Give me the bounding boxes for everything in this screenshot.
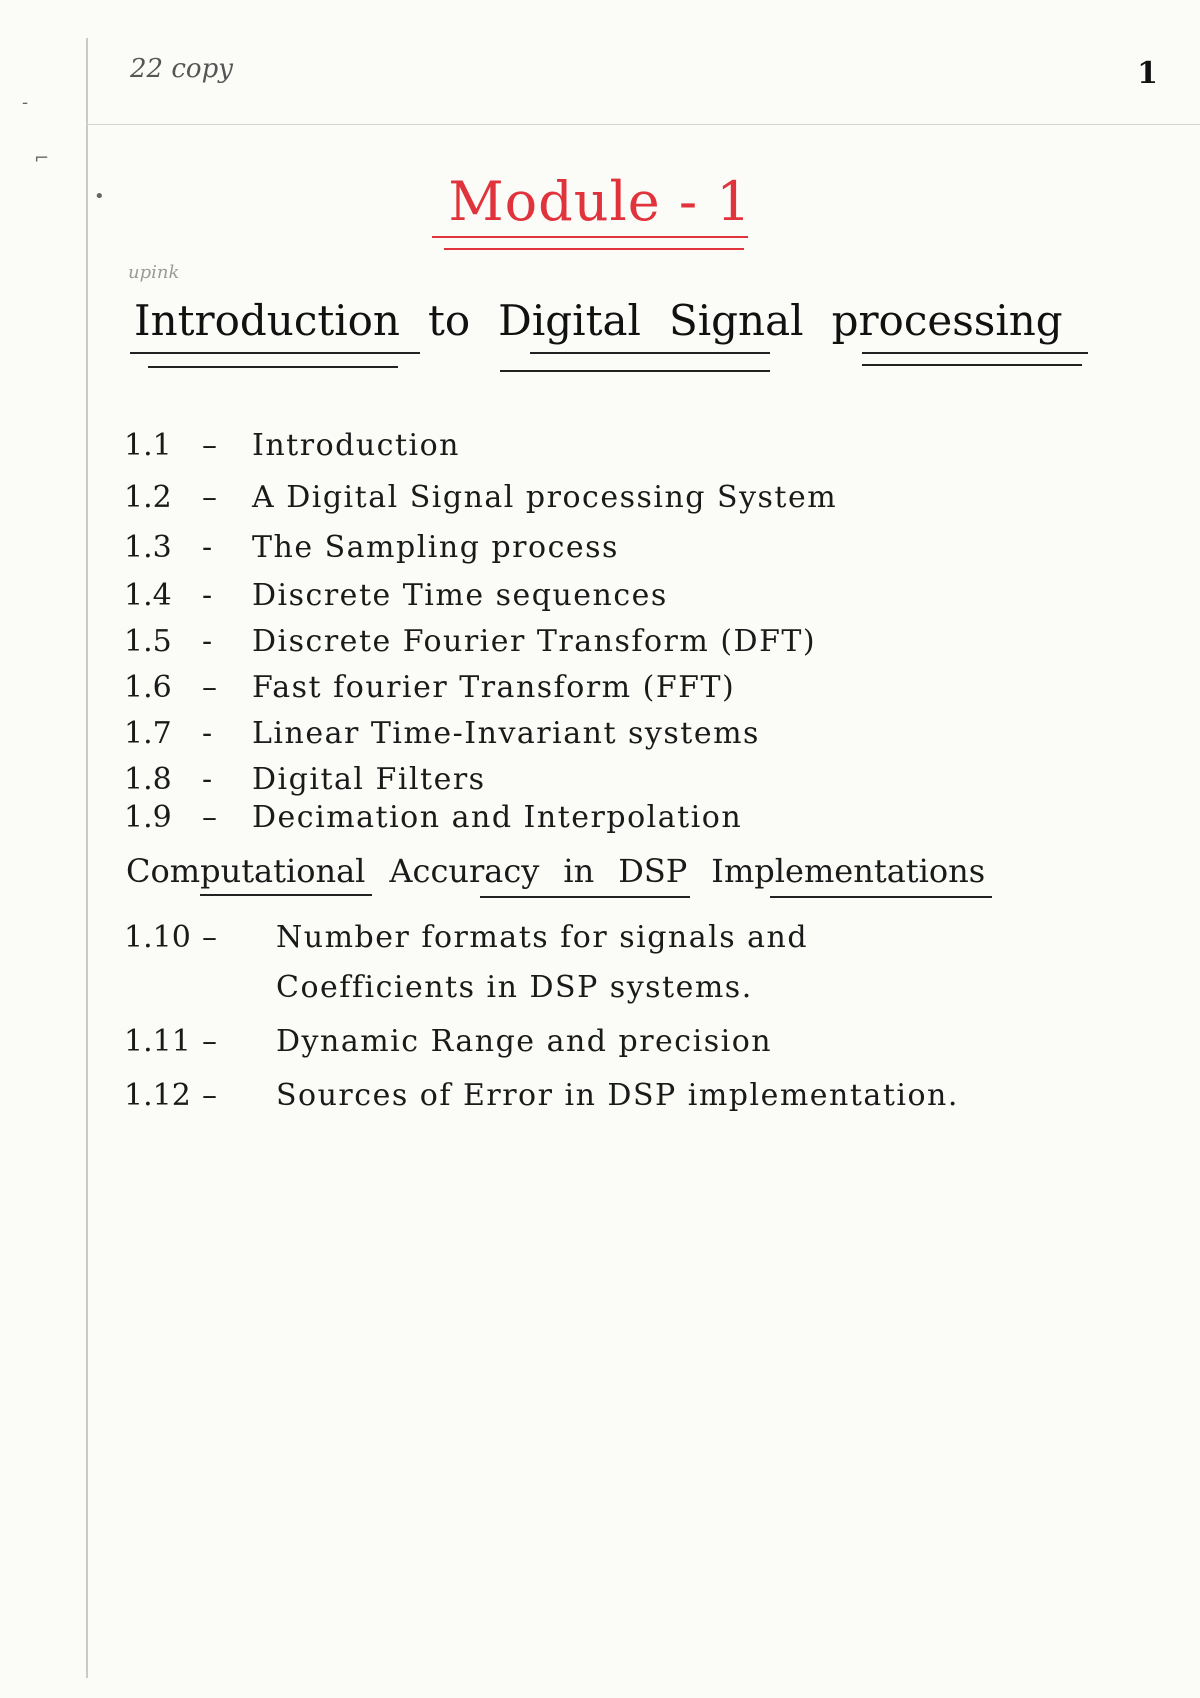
margin-pen-mark: ⌐: [34, 148, 50, 169]
list-item: 1.3 - The Sampling process: [124, 530, 619, 565]
subheading-underline-2: [480, 896, 690, 898]
heading-word-digital: Digital: [498, 296, 641, 345]
subheading-word-dsp: DSP: [618, 852, 688, 890]
item-number: 1.9: [124, 800, 172, 835]
item-number: 1.3: [124, 530, 172, 565]
margin-line: [86, 38, 88, 1678]
heading-underline-1: [130, 352, 420, 354]
item-text: The Sampling process: [252, 530, 619, 565]
item-number: 1.8: [124, 762, 172, 797]
item-text: Discrete Time sequences: [252, 578, 668, 613]
item-text: Linear Time-Invariant systems: [252, 716, 760, 751]
list-item: 1.12 – Sources of Error in DSP implementation.: [124, 1078, 959, 1113]
item-number: 1.2: [124, 480, 172, 515]
item-text-continued: Coefficients in DSP systems.: [276, 970, 753, 1005]
module-title: Module - 1: [448, 170, 752, 233]
heading-word-processing: processing: [831, 296, 1063, 345]
item-number: 1.11: [124, 1024, 191, 1059]
page-number: 1: [1137, 56, 1158, 91]
title-underline-1: [432, 236, 748, 238]
section-subheading: [126, 852, 985, 890]
subheading-underline-3: [770, 896, 992, 898]
item-text: Digital Filters: [252, 762, 486, 797]
item-text: Discrete Fourier Transform (DFT): [252, 624, 817, 659]
item-text: A Digital Signal processing System: [252, 480, 838, 515]
heading-underline-1b: [148, 366, 398, 368]
top-rule: [86, 124, 1200, 125]
list-item: 1.11 – Dynamic Range and precision: [124, 1024, 773, 1059]
item-text: Sources of Error in DSP implementation.: [276, 1078, 959, 1113]
item-text: Introduction: [252, 428, 460, 463]
item-text: Dynamic Range and precision: [276, 1024, 773, 1059]
list-item: 1.4 - Discrete Time sequences: [124, 578, 668, 613]
list-item: 1.2 – A Digital Signal processing System: [124, 480, 838, 515]
item-text: Decimation and Interpolation: [252, 800, 743, 835]
item-number: 1.1: [124, 428, 172, 463]
heading-underline-3: [862, 352, 1088, 354]
heading-word-to: to: [428, 296, 471, 345]
list-item: 1.9 – Decimation and Interpolation: [124, 800, 743, 835]
subheading-word-accuracy: Accuracy: [389, 852, 540, 890]
heading-underline-2b: [500, 370, 770, 372]
item-number: 1.7: [124, 716, 172, 751]
list-item: 1.8 - Digital Filters: [124, 762, 486, 797]
heading-underline-2: [530, 352, 770, 354]
item-number: 1.4: [124, 578, 172, 613]
list-item: 1.5 - Discrete Fourier Transform (DFT): [124, 624, 817, 659]
page-heading: [134, 296, 1063, 345]
margin-tick-mark: -: [22, 92, 29, 113]
margin-dot-mark: •: [94, 186, 105, 207]
list-item: 1.1 – Introduction: [124, 428, 460, 463]
copy-note: 22 copy: [130, 54, 233, 84]
heading-word-signal: Signal: [668, 296, 804, 345]
item-number: 1.5: [124, 624, 172, 659]
heading-word-introduction: Introduction: [134, 296, 400, 345]
subheading-word-in: in: [563, 852, 595, 890]
item-number: 1.6: [124, 670, 172, 705]
faint-note: upink: [128, 262, 180, 283]
subheading-word-computational: Computational: [126, 852, 366, 890]
item-number: 1.10: [124, 920, 191, 955]
item-text: Number formats for signals and: [276, 920, 809, 955]
list-item: 1.7 - Linear Time-Invariant systems: [124, 716, 760, 751]
heading-underline-3b: [862, 364, 1082, 366]
list-item: 1.10 – Number formats for signals and: [124, 920, 809, 955]
list-item: 1.6 – Fast fourier Transform (FFT): [124, 670, 736, 705]
title-underline-2: [444, 248, 744, 250]
subheading-underline-1: [200, 894, 372, 896]
item-number: 1.12: [124, 1078, 191, 1113]
subheading-word-implementations: Implementations: [711, 852, 986, 890]
item-text: Fast fourier Transform (FFT): [252, 670, 736, 705]
